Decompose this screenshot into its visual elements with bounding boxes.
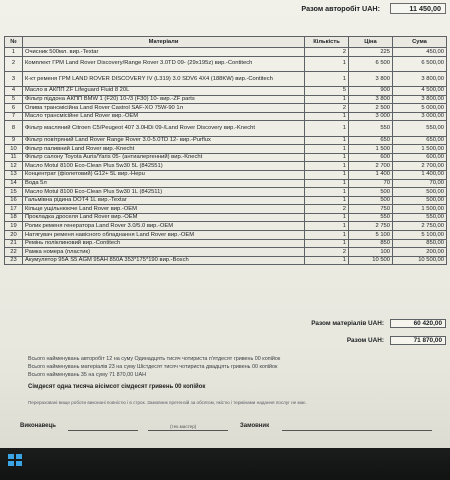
- table-row: [5, 145, 447, 154]
- sum-cell: 70,00: [393, 179, 447, 188]
- price-cell: 70: [349, 179, 393, 188]
- sum-cell: 2 750,00: [393, 222, 447, 231]
- quantity-cell: 1: [305, 136, 349, 145]
- price-cell: 2 750: [349, 222, 393, 231]
- sum-cell: 650,00: [393, 136, 447, 145]
- sum-cell: 1 400,00: [393, 170, 447, 179]
- sum-cell: 4 500,00: [393, 86, 447, 95]
- sum-cell: 500,00: [393, 188, 447, 197]
- name-cell: Прокладка дроселя Land Rover вир.-OEM: [23, 213, 305, 222]
- table-row: [5, 188, 447, 197]
- col-header-number: №: [5, 37, 23, 48]
- note-works: Всього найменувань авторобіт 12 на суму Одинадцять тисяч чотириста п'ятдесят гривень 00 копійок: [28, 356, 281, 362]
- number-cell: 9: [5, 136, 23, 145]
- sum-cell: 550,00: [393, 121, 447, 136]
- executor-label: Виконавець: [20, 423, 56, 429]
- sum-cell: 200,00: [393, 248, 447, 257]
- number-cell: 6: [5, 104, 23, 113]
- number-cell: 11: [5, 153, 23, 162]
- table-row: [5, 248, 447, 257]
- name-cell: Фільтр піддона АКПП BMW 1 (F20) 10-/3 (F30) 10- вир.-ZF parts: [23, 95, 305, 104]
- quantity-cell: 1: [305, 145, 349, 154]
- price-cell: 550: [349, 213, 393, 222]
- works-total: [301, 2, 446, 15]
- name-cell: Вода 5л: [23, 179, 305, 188]
- number-cell: 14: [5, 179, 23, 188]
- table-row: [5, 162, 447, 171]
- table-row: [5, 104, 447, 113]
- table-row: [5, 170, 447, 179]
- price-cell: 10 500: [349, 256, 393, 265]
- start-icon-pane: [16, 454, 22, 459]
- sum-cell: 450,00: [393, 48, 447, 57]
- number-cell: 22: [5, 248, 23, 257]
- table-row: [5, 196, 447, 205]
- name-cell: Фільтр паливний Land Rover вир.-Knecht: [23, 145, 305, 154]
- price-cell: 550: [349, 121, 393, 136]
- number-cell: 23: [5, 256, 23, 265]
- customer-label: Замовник: [240, 423, 270, 429]
- name-cell: Фільтр салону Toyota Auris/Yaris 05- (антиалергенний) вир.-Knecht: [23, 153, 305, 162]
- quantity-cell: 1: [305, 71, 349, 86]
- materials-table: [4, 36, 447, 265]
- name-cell: Комплект ГРМ Land Rover Discovery/Range Rover 3.0TD 09- (29х195z) вир.-Contitech: [23, 56, 305, 71]
- price-cell: 750: [349, 205, 393, 214]
- sum-cell: 2 700,00: [393, 162, 447, 171]
- taskbar: [0, 448, 450, 480]
- name-cell: Масло Motul 8100 Eco-Clean Plus 5w30 1L (842511): [23, 188, 305, 197]
- price-cell: 600: [349, 153, 393, 162]
- start-icon-pane: [8, 461, 14, 466]
- name-cell: Масло в АКПП ZF Lifeguard Fluid 8 20L: [23, 86, 305, 95]
- quantity-cell: 1: [305, 121, 349, 136]
- price-cell: 5 100: [349, 231, 393, 240]
- start-icon-pane: [16, 461, 22, 466]
- price-cell: 6 500: [349, 56, 393, 71]
- sum-cell: 5 100,00: [393, 231, 447, 240]
- sum-cell: 10 500,00: [393, 256, 447, 265]
- number-cell: 19: [5, 222, 23, 231]
- quantity-cell: 1: [305, 196, 349, 205]
- number-cell: 18: [5, 213, 23, 222]
- windows-start-icon[interactable]: [8, 454, 22, 466]
- grand-total-label: Разом UAH:: [346, 337, 384, 344]
- note-materials: Всього найменувань матеріалів 23 на суму Шістдесят тисяч чотириста двадцять гривень 00 копійок: [28, 364, 278, 370]
- number-cell: 16: [5, 196, 23, 205]
- col-header-sum: Сума: [393, 37, 447, 48]
- executor-line: [68, 430, 138, 431]
- table-header-row: [5, 37, 447, 48]
- quantity-cell: 1: [305, 162, 349, 171]
- number-cell: 10: [5, 145, 23, 154]
- amount-in-words: Сімдесят одна тисяча вісімсот сімдесят гривень 00 копійок: [28, 384, 206, 390]
- grand-total-value: 71 870,00: [390, 336, 446, 345]
- sum-cell: 3 800,00: [393, 95, 447, 104]
- name-cell: К-кт ременя ГРМ LAND ROVER DISCOVERY IV (L319) 3.0 SDV6 4X4 (188KW) вир.-Contitech: [23, 71, 305, 86]
- name-cell: Олива трансмісійна Land Rover Castrol SAF-XO 75W-90 1л: [23, 104, 305, 113]
- table-row: [5, 179, 447, 188]
- quantity-cell: 1: [305, 239, 349, 248]
- start-icon-pane: [8, 454, 14, 459]
- table-row: [5, 95, 447, 104]
- quantity-cell: 1: [305, 56, 349, 71]
- quantity-cell: 1: [305, 170, 349, 179]
- quantity-cell: 1: [305, 231, 349, 240]
- quantity-cell: 1: [305, 213, 349, 222]
- price-cell: 3 000: [349, 112, 393, 121]
- col-header-price: Ціна: [349, 37, 393, 48]
- works-total-label: Разом авторобіт UAH:: [301, 4, 380, 13]
- number-cell: 12: [5, 162, 23, 171]
- quantity-cell: 2: [305, 104, 349, 113]
- sum-cell: 3 000,00: [393, 112, 447, 121]
- sum-cell: 6 500,00: [393, 56, 447, 71]
- price-cell: 500: [349, 196, 393, 205]
- quantity-cell: 5: [305, 86, 349, 95]
- quantity-cell: 1: [305, 95, 349, 104]
- sum-cell: 550,00: [393, 213, 447, 222]
- materials-total: [311, 319, 446, 328]
- quantity-cell: 2: [305, 205, 349, 214]
- table-row: [5, 71, 447, 86]
- number-cell: 5: [5, 95, 23, 104]
- sum-cell: 3 800,00: [393, 71, 447, 86]
- number-cell: 8: [5, 121, 23, 136]
- number-cell: 1: [5, 48, 23, 57]
- name-cell: Фільтр масляний Citroen C5/Peugeot 407 3.0HDi 09-/Land Rover Discovery вир.-Knecht: [23, 121, 305, 136]
- table-row: [5, 239, 447, 248]
- col-header-quantity: Кількість: [305, 37, 349, 48]
- name-cell: Рамка номера (пластик): [23, 248, 305, 257]
- price-cell: 650: [349, 136, 393, 145]
- table-row: [5, 136, 447, 145]
- materials-total-value: 60 420,00: [390, 319, 446, 328]
- price-cell: 500: [349, 188, 393, 197]
- table-row: [5, 231, 447, 240]
- name-cell: Ремінь поліклиновий вир.-Contitech: [23, 239, 305, 248]
- table-row: [5, 56, 447, 71]
- table-row: [5, 86, 447, 95]
- sum-cell: 850,00: [393, 239, 447, 248]
- executor-hint: (тех.мастер): [170, 424, 197, 429]
- name-cell: Натягувач ременя навісного обладнання Land Rover вир.-OEM: [23, 231, 305, 240]
- table-row: [5, 256, 447, 265]
- price-cell: 225: [349, 48, 393, 57]
- quantity-cell: 2: [305, 248, 349, 257]
- name-cell: Фільтр повітряний Land Rover Range Rover 3.0-5.0TD 12- вир.-Purflux: [23, 136, 305, 145]
- number-cell: 4: [5, 86, 23, 95]
- executor-hint-line: [148, 430, 228, 431]
- materials-total-label: Разом матеріалів UAH:: [311, 320, 384, 327]
- number-cell: 20: [5, 231, 23, 240]
- price-cell: 2 500: [349, 104, 393, 113]
- col-header-materials: Матеріали: [23, 37, 305, 48]
- name-cell: Акумулятор 95А S5 AGM 95AH 850A 353*175*190 вир.-Bosch: [23, 256, 305, 265]
- price-cell: 1 500: [349, 145, 393, 154]
- grand-total: [347, 336, 446, 345]
- name-cell: Масло трансмісійне Land Rover вир.-OEM: [23, 112, 305, 121]
- name-cell: Кільце ущільнююче Land Rover вир.-OEM: [23, 205, 305, 214]
- note-total: Всього найменувань 35 на суму 71 870,00 UAH: [28, 372, 147, 378]
- number-cell: 7: [5, 112, 23, 121]
- quantity-cell: 1: [305, 256, 349, 265]
- name-cell: Масло Motul 8100 Eco-Clean Plus 5w30 5L (842551): [23, 162, 305, 171]
- table-row: [5, 112, 447, 121]
- number-cell: 2: [5, 56, 23, 71]
- name-cell: Гальмівна рідина DOT4 1L вир.-Textar: [23, 196, 305, 205]
- sum-cell: 5 000,00: [393, 104, 447, 113]
- works-total-value: 11 450,00: [390, 3, 446, 14]
- table-row: [5, 205, 447, 214]
- number-cell: 21: [5, 239, 23, 248]
- table-row: [5, 213, 447, 222]
- sum-cell: 600,00: [393, 153, 447, 162]
- fine-print: Перераховані вище роботи виконані повністю і в строк. Замовник претензій за обсягом, якістю і термінами надання послуг не має.: [28, 400, 307, 405]
- number-cell: 17: [5, 205, 23, 214]
- sum-cell: 500,00: [393, 196, 447, 205]
- table-row: [5, 48, 447, 57]
- number-cell: 3: [5, 71, 23, 86]
- price-cell: 3 800: [349, 71, 393, 86]
- price-cell: 1 400: [349, 170, 393, 179]
- quantity-cell: 1: [305, 112, 349, 121]
- sum-cell: 1 500,00: [393, 205, 447, 214]
- sum-cell: 1 500,00: [393, 145, 447, 154]
- number-cell: 15: [5, 188, 23, 197]
- price-cell: 3 800: [349, 95, 393, 104]
- quantity-cell: 1: [305, 222, 349, 231]
- price-cell: 100: [349, 248, 393, 257]
- name-cell: Концентрат (фіолетовий) G12+ 5L вир.-Hepu: [23, 170, 305, 179]
- table-row: [5, 153, 447, 162]
- table-row: [5, 222, 447, 231]
- quantity-cell: 2: [305, 48, 349, 57]
- quantity-cell: 1: [305, 188, 349, 197]
- table-row: [5, 121, 447, 136]
- customer-line: [282, 430, 432, 431]
- price-cell: 900: [349, 86, 393, 95]
- price-cell: 850: [349, 239, 393, 248]
- name-cell: Очисник 500мл. вир.-Textar: [23, 48, 305, 57]
- number-cell: 13: [5, 170, 23, 179]
- quantity-cell: 1: [305, 153, 349, 162]
- price-cell: 2 700: [349, 162, 393, 171]
- quantity-cell: 1: [305, 179, 349, 188]
- name-cell: Ролик ременя генератора Land Rover 3.0/5.0 вир.-OEM: [23, 222, 305, 231]
